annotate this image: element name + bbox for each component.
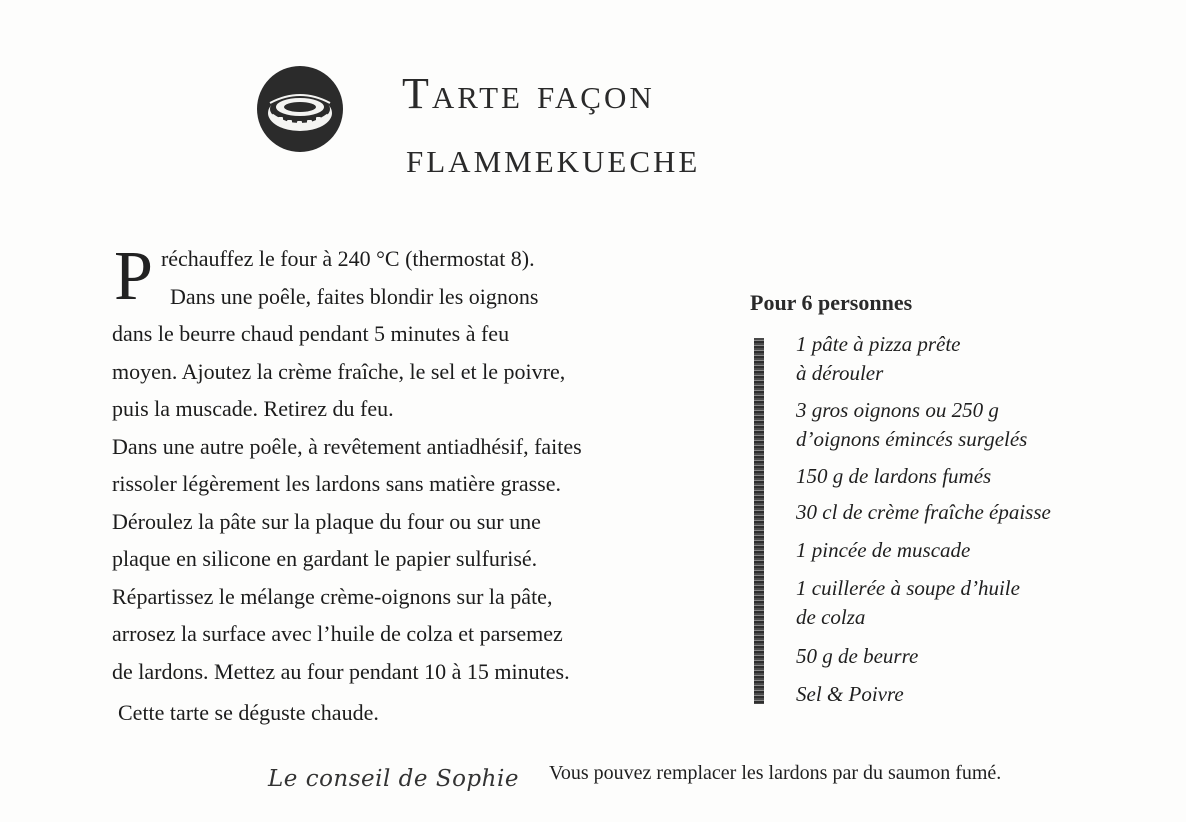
ingredients-heading: Pour 6 personnes xyxy=(750,290,913,315)
instruction-line: Répartissez le mélange crème-oignons sur la pâte, xyxy=(112,583,553,609)
ingredient-item: 50 g de beurre xyxy=(796,644,919,668)
tart-logo-icon xyxy=(256,65,344,153)
instructions xyxy=(112,240,672,690)
instruction-line: Déroulez la pâte sur la plaque du four ou sur une xyxy=(112,508,541,534)
drop-cap: P xyxy=(114,238,153,315)
instruction-line: réchauffez le four à 240 °C (thermostat 8). xyxy=(160,246,535,271)
ingredient-item: 3 gros oignons ou 250 g d’oignons émincés surgelés xyxy=(796,398,1028,451)
ingredient-item: Sel & Poivre xyxy=(796,682,904,706)
ingredient-item: 30 cl de crème fraîche épaisse xyxy=(796,500,1051,524)
instruction-line: rissoler légèrement les lardons sans matière grasse. xyxy=(112,471,562,496)
instruction-line: puis la muscade. Retirez du feu. xyxy=(112,396,394,421)
instruction-line: moyen. Ajoutez la crème fraîche, le sel et le poivre, xyxy=(112,358,566,384)
instruction-line: de lardons. Mettez au four pendant 10 à 15 minutes. xyxy=(112,658,570,684)
tip-label: Le conseil de Sophie xyxy=(268,766,519,792)
ingredient-item: 1 pincée de muscade xyxy=(796,538,971,562)
title-line-2: flammekueche xyxy=(406,133,701,182)
ingredient-item: 150 g de lardons fumés xyxy=(796,464,992,488)
closing-note: Cette tarte se déguste chaude. xyxy=(118,700,379,725)
instruction-line: plaque en silicone en gardant le papier sulfurisé. xyxy=(112,546,538,571)
recipe-title xyxy=(402,62,700,190)
instruction-line: arrosez la surface avec l’huile de colza et parsemez xyxy=(112,621,563,646)
title-line-1: Tarte façon xyxy=(402,69,655,118)
instruction-line: Dans une autre poêle, à revêtement antiadhésif, faites xyxy=(112,433,582,459)
ingredients-divider xyxy=(754,338,764,704)
instruction-line: dans le beurre chaud pendant 5 minutes à feu xyxy=(112,321,510,346)
ingredient-item: 1 cuillerée à soupe d’huile de colza xyxy=(796,576,1020,629)
instruction-line: Dans une poêle, faites blondir les oignons xyxy=(170,283,539,309)
tip-text: Vous pouvez remplacer les lardons par du saumon fumé. xyxy=(549,762,1002,784)
ingredient-item: 1 pâte à pizza prête à dérouler xyxy=(796,332,961,385)
